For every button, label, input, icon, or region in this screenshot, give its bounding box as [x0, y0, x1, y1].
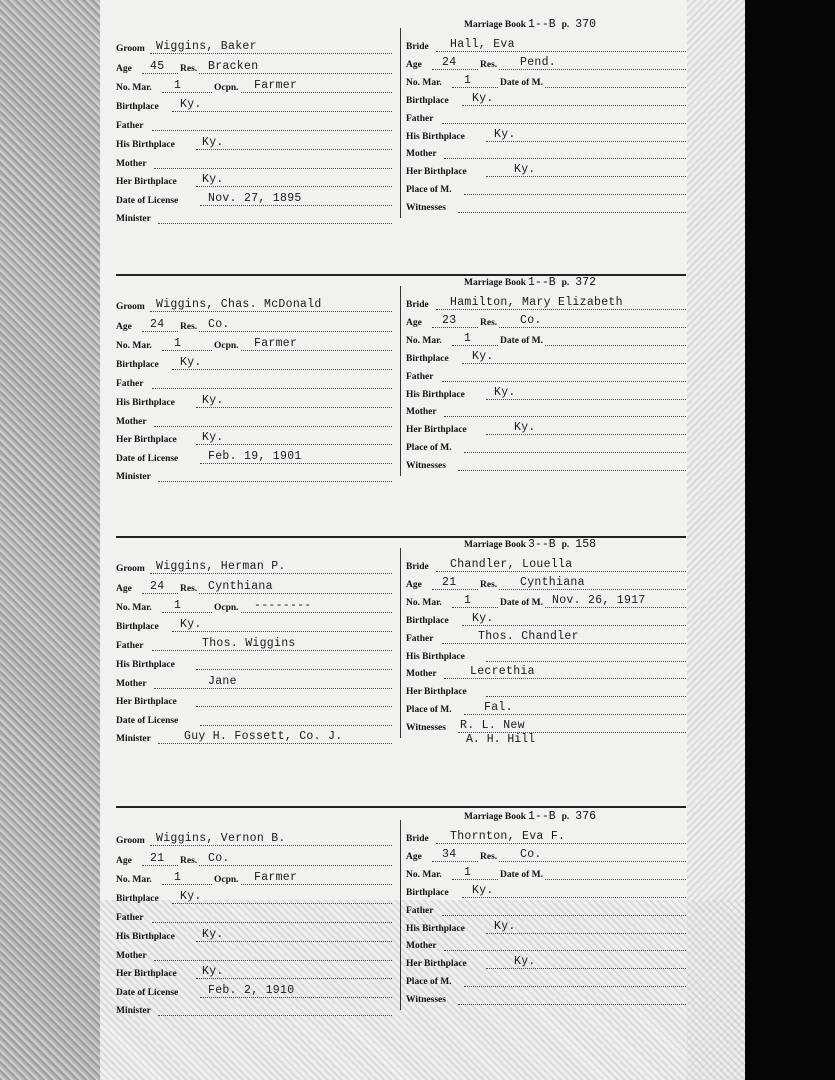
bride-res-value: Cynthiana — [520, 576, 585, 589]
groom-no-mar-label: No. Mar. — [116, 341, 152, 351]
bride-res-label: Res. — [480, 580, 498, 590]
groom-birthplace-label: Birthplace — [116, 894, 159, 904]
groom-ocpn-value: Farmer — [254, 79, 298, 92]
groom-birthplace-label: Birthplace — [116, 360, 159, 370]
bride-mother-value: Lecrethia — [470, 665, 535, 678]
groom-res-label: Res. — [180, 322, 198, 332]
groom-his-birthplace-label: His Birthplace — [116, 398, 175, 408]
bride-mother-label: Mother — [406, 407, 437, 417]
groom-no-mar-label: No. Mar. — [116, 875, 152, 885]
scan-left-margin — [0, 0, 100, 1080]
bride-age-value: 24 — [442, 56, 457, 69]
bride-birthplace-label: Birthplace — [406, 616, 449, 626]
groom-her-birthplace-row — [116, 173, 392, 189]
bride-father-value: Thos. Chandler — [478, 630, 579, 643]
groom-name-label: Groom — [116, 302, 145, 312]
bride-name-label: Bride — [406, 562, 429, 572]
groom-mother-value: Jane — [208, 675, 237, 688]
bride-place-of-m-row — [406, 181, 686, 197]
marriage-book-ref — [464, 538, 596, 551]
bride-mother-label: Mother — [406, 941, 437, 951]
card-divider — [400, 28, 401, 218]
groom-his-birthplace-value: Ky. — [202, 928, 224, 941]
bride-name-value: Hall, Eva — [450, 38, 515, 51]
bride-no-mar-value: 1 — [464, 332, 472, 345]
groom-her-birthplace-label: Her Birthplace — [116, 177, 177, 187]
groom-her-birthplace-row — [116, 693, 392, 709]
bride-her-birthplace-label: Her Birthplace — [406, 959, 467, 969]
bride-his-birthplace-label: His Birthplace — [406, 652, 465, 662]
bride-birthplace-label: Birthplace — [406, 354, 449, 364]
card-divider — [400, 548, 401, 738]
bride-witnesses-label: Witnesses — [406, 723, 446, 733]
groom-mother-label: Mother — [116, 159, 147, 169]
bride-witnesses-value: R. L. New — [460, 719, 525, 732]
groom-name-row — [116, 560, 392, 576]
bride-age-row — [406, 848, 686, 864]
bride-age-row — [406, 56, 686, 72]
bride-witnesses-row — [406, 991, 686, 1007]
groom-his-birthplace-row — [116, 928, 392, 944]
bride-father-row — [406, 902, 686, 918]
bride-date-of-m-label: Date of M. — [500, 78, 543, 88]
groom-birthplace-value: Ky. — [180, 618, 202, 631]
groom-mother-label: Mother — [116, 951, 147, 961]
bride-age-value: 21 — [442, 576, 457, 589]
groom-age-value: 24 — [150, 580, 165, 593]
bride-his-birthplace-label: His Birthplace — [406, 390, 465, 400]
groom-birthplace-value: Ky. — [180, 356, 202, 369]
bride-age-value: 23 — [442, 314, 457, 327]
bride-father-row — [406, 630, 686, 646]
marriage-book-value: 3--B — [528, 538, 556, 551]
bride-name-label: Bride — [406, 834, 429, 844]
page-label: p. — [561, 278, 570, 288]
bride-father-label: Father — [406, 906, 434, 916]
groom-father-row — [116, 375, 392, 391]
groom-age-row — [116, 60, 392, 76]
page-value: 370 — [575, 18, 597, 31]
groom-birthplace-value: Ky. — [180, 98, 202, 111]
bride-no-mar-row — [406, 866, 686, 882]
bride-place-of-m-row — [406, 973, 686, 989]
bride-no-mar-row — [406, 332, 686, 348]
groom-her-birthplace-label: Her Birthplace — [116, 697, 177, 707]
bride-no-mar-value: 1 — [464, 866, 472, 879]
groom-father-row — [116, 637, 392, 653]
bride-place-of-m-label: Place of M. — [406, 705, 452, 715]
groom-date-of-license-label: Date of License — [116, 988, 179, 998]
bride-no-mar-label: No. Mar. — [406, 78, 442, 88]
groom-age-label: Age — [116, 64, 132, 74]
bride-no-mar-label: No. Mar. — [406, 870, 442, 880]
card-separator — [116, 274, 686, 276]
marriage-book-label: Marriage Book — [464, 540, 527, 550]
groom-his-birthplace-label: His Birthplace — [116, 932, 175, 942]
page-label: p. — [561, 540, 570, 550]
bride-no-mar-row — [406, 74, 686, 90]
groom-ocpn-label: Ocpn. — [214, 875, 239, 885]
bride-her-birthplace-row — [406, 683, 686, 699]
groom-date-of-license-label: Date of License — [116, 454, 179, 464]
groom-minister-row — [116, 730, 392, 746]
groom-age-label: Age — [116, 584, 132, 594]
bride-age-label: Age — [406, 318, 422, 328]
bride-place-of-m-label: Place of M. — [406, 185, 452, 195]
groom-minister-label: Minister — [116, 472, 151, 482]
bride-birthplace-value: Ky. — [472, 884, 494, 897]
marriage-book-label: Marriage Book — [464, 20, 527, 30]
bride-date-of-m-label: Date of M. — [500, 598, 543, 608]
groom-his-birthplace-label: His Birthplace — [116, 140, 175, 150]
page-value: 376 — [575, 810, 597, 823]
bride-her-birthplace-label: Her Birthplace — [406, 687, 467, 697]
groom-age-label: Age — [116, 856, 132, 866]
groom-his-birthplace-row — [116, 394, 392, 410]
bride-name-value: Thornton, Eva F. — [450, 830, 566, 843]
groom-no-mar-row — [116, 79, 392, 95]
bride-her-birthplace-row — [406, 955, 686, 971]
groom-minister-label: Minister — [116, 734, 151, 744]
groom-her-birthplace-label: Her Birthplace — [116, 969, 177, 979]
bride-res-value: Co. — [520, 848, 542, 861]
bride-name-label: Bride — [406, 42, 429, 52]
bride-birthplace-value: Ky. — [472, 612, 494, 625]
groom-mother-label: Mother — [116, 417, 147, 427]
bride-her-birthplace-value: Ky. — [514, 163, 536, 176]
groom-no-mar-row — [116, 871, 392, 887]
groom-res-label: Res. — [180, 856, 198, 866]
groom-birthplace-value: Ky. — [180, 890, 202, 903]
bride-res-label: Res. — [480, 852, 498, 862]
bride-res-label: Res. — [480, 318, 498, 328]
bride-his-birthplace-value: Ky. — [494, 128, 516, 141]
groom-birthplace-label: Birthplace — [116, 102, 159, 112]
bride-father-row — [406, 368, 686, 384]
groom-mother-row — [116, 413, 392, 429]
groom-father-value: Thos. Wiggins — [202, 637, 296, 650]
record-page — [100, 0, 745, 1080]
card-separator — [116, 536, 686, 538]
bride-witnesses-row — [406, 719, 686, 735]
bride-witnesses-label: Witnesses — [406, 461, 446, 471]
bride-place-of-m-row — [406, 701, 686, 717]
groom-no-mar-row — [116, 337, 392, 353]
groom-mother-row — [116, 675, 392, 691]
bride-name-value: Hamilton, Mary Elizabeth — [450, 296, 623, 309]
groom-ocpn-value: Farmer — [254, 871, 298, 884]
bride-res-label: Res. — [480, 60, 498, 70]
bride-his-birthplace-row — [406, 386, 686, 402]
marriage-book-value: 1--B — [528, 276, 556, 289]
bride-name-row — [406, 830, 686, 846]
bride-birthplace-label: Birthplace — [406, 96, 449, 106]
bride-mother-label: Mother — [406, 149, 437, 159]
groom-date-of-license-value: Feb. 2, 1910 — [208, 984, 295, 997]
bride-no-mar-label: No. Mar. — [406, 336, 442, 346]
bride-date-of-m-value: Nov. 26, 1917 — [552, 594, 646, 607]
marriage-book-ref — [464, 810, 596, 823]
groom-ocpn-value: -------- — [254, 599, 312, 612]
bride-no-mar-label: No. Mar. — [406, 598, 442, 608]
bride-mother-row — [406, 145, 686, 161]
marriage-book-ref — [464, 276, 596, 289]
bride-father-row — [406, 110, 686, 126]
groom-res-value: Bracken — [208, 60, 259, 73]
groom-date-of-license-row — [116, 984, 392, 1000]
bride-his-birthplace-label: His Birthplace — [406, 132, 465, 142]
bride-place-of-m-label: Place of M. — [406, 443, 452, 453]
groom-no-mar-row — [116, 599, 392, 615]
bride-mother-label: Mother — [406, 669, 437, 679]
groom-minister-value: Guy H. Fossett, Co. J. — [184, 730, 343, 743]
bride-her-birthplace-value: Ky. — [514, 421, 536, 434]
groom-res-value: Co. — [208, 318, 230, 331]
marriage-book-value: 1--B — [528, 810, 556, 823]
groom-no-mar-value: 1 — [174, 871, 182, 884]
groom-no-mar-label: No. Mar. — [116, 83, 152, 93]
bride-father-label: Father — [406, 114, 434, 124]
marriage-book-label: Marriage Book — [464, 812, 527, 822]
marriage-book-ref — [464, 18, 596, 31]
bride-place-of-m-label: Place of M. — [406, 977, 452, 987]
card-divider — [400, 820, 401, 1010]
bride-name-label: Bride — [406, 300, 429, 310]
bride-father-label: Father — [406, 634, 434, 644]
groom-minister-row — [116, 1002, 392, 1018]
groom-father-label: Father — [116, 379, 144, 389]
bride-father-label: Father — [406, 372, 434, 382]
groom-date-of-license-label: Date of License — [116, 196, 179, 206]
bride-age-label: Age — [406, 580, 422, 590]
bride-no-mar-row — [406, 594, 686, 610]
groom-no-mar-label: No. Mar. — [116, 603, 152, 613]
bride-place-of-m-value: Fal. — [484, 701, 513, 714]
groom-mother-row — [116, 947, 392, 963]
bride-birthplace-row — [406, 92, 686, 108]
groom-name-value: Wiggins, Vernon B. — [156, 832, 286, 845]
bride-her-birthplace-row — [406, 421, 686, 437]
groom-name-value: Wiggins, Baker — [156, 40, 257, 53]
bride-her-birthplace-label: Her Birthplace — [406, 167, 467, 177]
groom-birthplace-label: Birthplace — [116, 622, 159, 632]
bride-her-birthplace-value: Ky. — [514, 955, 536, 968]
bride-date-of-m-label: Date of M. — [500, 870, 543, 880]
bride-age-row — [406, 576, 686, 592]
page-label: p. — [561, 812, 570, 822]
groom-her-birthplace-value: Ky. — [202, 431, 224, 444]
groom-name-row — [116, 298, 392, 314]
groom-birthplace-row — [116, 618, 392, 634]
groom-ocpn-label: Ocpn. — [214, 603, 239, 613]
page-label: p. — [561, 20, 570, 30]
groom-date-of-license-value: Feb. 19, 1901 — [208, 450, 302, 463]
groom-minister-label: Minister — [116, 1006, 151, 1016]
groom-her-birthplace-row — [116, 431, 392, 447]
groom-father-label: Father — [116, 913, 144, 923]
bride-mother-row — [406, 665, 686, 681]
bride-no-mar-value: 1 — [464, 594, 472, 607]
bride-birthplace-value: Ky. — [472, 92, 494, 105]
groom-res-label: Res. — [180, 64, 198, 74]
groom-ocpn-label: Ocpn. — [214, 341, 239, 351]
bride-res-value: Co. — [520, 314, 542, 327]
groom-father-row — [116, 117, 392, 133]
bride-age-value: 34 — [442, 848, 457, 861]
bride-no-mar-value: 1 — [464, 74, 472, 87]
groom-no-mar-value: 1 — [174, 337, 182, 350]
bride-witnesses-row — [406, 457, 686, 473]
bride-his-birthplace-label: His Birthplace — [406, 924, 465, 934]
marriage-book-value: 1--B — [528, 18, 556, 31]
bride-mother-row — [406, 937, 686, 953]
groom-res-value: Cynthiana — [208, 580, 273, 593]
groom-birthplace-row — [116, 356, 392, 372]
bride-his-birthplace-value: Ky. — [494, 920, 516, 933]
groom-age-value: 24 — [150, 318, 165, 331]
bride-name-row — [406, 558, 686, 574]
groom-age-row — [116, 852, 392, 868]
bride-birthplace-value: Ky. — [472, 350, 494, 363]
groom-date-of-license-value: Nov. 27, 1895 — [208, 192, 302, 205]
page-value: 158 — [575, 538, 597, 551]
bride-mother-row — [406, 403, 686, 419]
bride-place-of-m-row — [406, 439, 686, 455]
groom-birthplace-row — [116, 98, 392, 114]
groom-name-value: Wiggins, Herman P. — [156, 560, 286, 573]
scan-right-border — [745, 0, 835, 1080]
bride-birthplace-label: Birthplace — [406, 888, 449, 898]
groom-age-value: 21 — [150, 852, 165, 865]
groom-his-birthplace-value: Ky. — [202, 136, 224, 149]
bride-name-value: Chandler, Louella — [450, 558, 573, 571]
groom-his-birthplace-row — [116, 656, 392, 672]
bride-witnesses-label: Witnesses — [406, 995, 446, 1005]
bride-birthplace-row — [406, 612, 686, 628]
bride-age-label: Age — [406, 60, 422, 70]
groom-name-label: Groom — [116, 44, 145, 54]
groom-mother-row — [116, 155, 392, 171]
groom-minister-label: Minister — [116, 214, 151, 224]
groom-date-of-license-row — [116, 192, 392, 208]
groom-minister-row — [116, 468, 392, 484]
groom-her-birthplace-label: Her Birthplace — [116, 435, 177, 445]
groom-age-label: Age — [116, 322, 132, 332]
groom-no-mar-value: 1 — [174, 599, 182, 612]
groom-date-of-license-row — [116, 712, 392, 728]
groom-age-row — [116, 580, 392, 596]
bride-name-row — [406, 38, 686, 54]
card-divider — [400, 286, 401, 476]
groom-name-label: Groom — [116, 836, 145, 846]
groom-father-label: Father — [116, 121, 144, 131]
groom-father-label: Father — [116, 641, 144, 651]
groom-her-birthplace-value: Ky. — [202, 965, 224, 978]
groom-her-birthplace-row — [116, 965, 392, 981]
groom-age-row — [116, 318, 392, 334]
groom-his-birthplace-value: Ky. — [202, 394, 224, 407]
groom-age-value: 45 — [150, 60, 165, 73]
bride-witnesses-label: Witnesses — [406, 203, 446, 213]
groom-date-of-license-label: Date of License — [116, 716, 179, 726]
groom-name-row — [116, 832, 392, 848]
bride-res-value: Pend. — [520, 56, 557, 69]
groom-her-birthplace-value: Ky. — [202, 173, 224, 186]
bride-witnesses-row — [406, 199, 686, 215]
bride-witnesses-2-value: A. H. Hill — [466, 733, 536, 746]
groom-father-row — [116, 909, 392, 925]
groom-ocpn-value: Farmer — [254, 337, 298, 350]
bride-her-birthplace-label: Her Birthplace — [406, 425, 467, 435]
groom-no-mar-value: 1 — [174, 79, 182, 92]
bride-birthplace-row — [406, 350, 686, 366]
bride-name-row — [406, 296, 686, 312]
page-value: 372 — [575, 276, 597, 289]
bride-his-birthplace-row — [406, 648, 686, 664]
card-separator — [116, 806, 686, 808]
groom-res-label: Res. — [180, 584, 198, 594]
bride-his-birthplace-row — [406, 920, 686, 936]
bride-age-row — [406, 314, 686, 330]
bride-date-of-m-label: Date of M. — [500, 336, 543, 346]
bride-her-birthplace-row — [406, 163, 686, 179]
marriage-book-label: Marriage Book — [464, 278, 527, 288]
groom-his-birthplace-row — [116, 136, 392, 152]
bride-birthplace-row — [406, 884, 686, 900]
groom-name-label: Groom — [116, 564, 145, 574]
bride-his-birthplace-value: Ky. — [494, 386, 516, 399]
groom-date-of-license-row — [116, 450, 392, 466]
bride-his-birthplace-row — [406, 128, 686, 144]
groom-ocpn-label: Ocpn. — [214, 83, 239, 93]
groom-his-birthplace-label: His Birthplace — [116, 660, 175, 670]
groom-birthplace-row — [116, 890, 392, 906]
groom-minister-row — [116, 210, 392, 226]
groom-mother-label: Mother — [116, 679, 147, 689]
bride-age-label: Age — [406, 852, 422, 862]
groom-name-value: Wiggins, Chas. McDonald — [156, 298, 322, 311]
groom-name-row — [116, 40, 392, 56]
groom-res-value: Co. — [208, 852, 230, 865]
